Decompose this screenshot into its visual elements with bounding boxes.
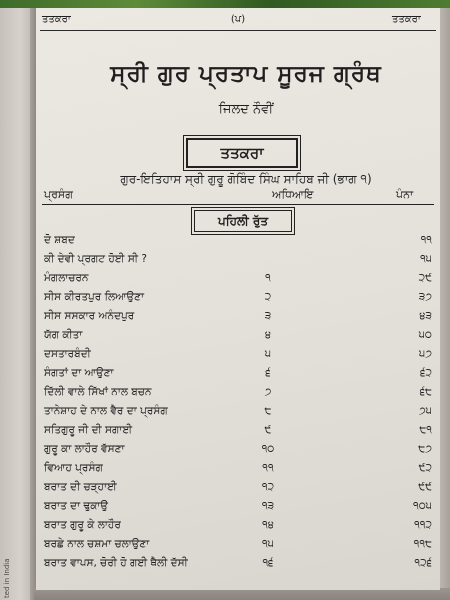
toc-row [36,291,440,309]
toc-chapter: ੫ [264,348,272,360]
toc-topic: ਕੀ ਦੇਵੀ ਪ੍ਰਗਟ ਹੋਈ ਸੀ ? [44,253,147,265]
toc-page: ੩੭ [418,291,432,303]
toc-topic: ਵਿਆਹ ਪ੍ਰਸੰਗ [44,462,103,474]
toc-chapter: ੧ [265,272,271,284]
toc-row [36,348,440,366]
toc-chapter: ੨ [264,291,272,303]
page-stack-edge [440,8,450,600]
toc-row [36,310,440,328]
toc-page: ੨੯ [418,272,432,284]
column-header-page: ਪੰਨਾ [396,188,414,201]
toc-chapter: ੧੬ [262,557,274,569]
toc-row [36,272,440,290]
section-subheading: ਗੁਰ-ਇਤਿਹਾਸ ਸ੍ਰੀ ਗੁਰੂ ਗੋਬਿੰਦ ਸਿੰਘ ਸਾਹਿਬ ਜੀ (ਭਾਗ ੧) [120,172,372,186]
volume-label: ਜਿਲਦ ਨੌਵੀਂ [218,102,274,117]
toc-topic: ਬਰਛੇ ਨਾਲ ਚਸ਼ਮਾ ਚਲਾਉਣਾ [44,538,150,550]
toc-page: ੫੭ [419,348,432,360]
toc-row [36,462,440,480]
toc-page: ੫੦ [418,329,432,341]
header-rule [40,30,436,31]
toc-topic: ਦਸਤਾਰਬੰਦੀ [44,348,91,360]
toc-topic: ਬਰਾਤ ਗੁਰੂ ਕੇ ਲਾਹੌਰ [44,519,121,531]
column-header-rule [42,204,434,205]
toc-page: ੭੫ [419,405,432,417]
toc-page: ੮੭ [418,443,432,455]
toc-row [36,329,440,347]
running-header-left: ਤਤਕਰਾ [42,14,71,25]
toc-topic: ਮੰਗਲਾਚਰਨ [44,272,89,284]
cover-print-text: ted in India [3,558,11,598]
toc-topic: ਤਾਨੇਸ਼ਾਹ ਦੇ ਨਾਲ ਵੈਰ ਦਾ ਪ੍ਰਸੰਗ [44,405,168,417]
toc-page: ੬੮ [419,386,432,398]
toc-page: ੧੨੬ [414,557,432,569]
toc-chapter: ੮ [264,405,272,417]
toc-row [36,405,440,423]
toc-chapter: ੧੪ [262,519,274,531]
toc-row [36,367,440,385]
toc-chapter: ੭ [264,386,272,398]
toc-page: ੪੩ [419,310,432,322]
toc-page: ੯੯ [418,481,432,493]
toc-chapter: ੬ [265,367,271,379]
part-heading-box: ਪਹਿਲੀ ਰੁੱਤ [194,210,292,232]
toc-page: ੮੧ [419,424,432,436]
running-header-right: ਤਤਕਰਾ [392,14,421,25]
toc-chapter: ੧੫ [262,538,274,550]
book-cover [0,8,34,600]
toc-topic: ਬਰਾਤ ਵਾਪਸ, ਚੋਰੀ ਹੋ ਗਈ ਥੈਲੀ ਦੱਸੀ [44,557,188,569]
toc-topic: ਯੱਗ ਕੀਤਾ [44,329,83,341]
toc-topic: ਸਤਿਗੁਰੂ ਜੀ ਦੀ ਸਗਾਈ [44,424,133,436]
toc-chapter: ੯ [264,424,272,436]
toc-chapter: ੪ [264,329,272,341]
toc-heading-box: ਤਤਕਰਾ [186,138,298,168]
toc-row [36,557,440,575]
page-number: (ਪ) [230,14,246,25]
toc-topic: ਸੰਗਤਾਂ ਦਾ ਆਉਣਾ [44,367,114,379]
toc-topic: ਦੋ ਸ਼ਬਦ [44,234,75,246]
toc-row [36,443,440,461]
toc-page: ੧੧੨ [414,519,432,531]
toc-row [36,253,440,271]
toc-page: ੧੧੮ [413,538,432,550]
toc-page: ੧੧ [420,234,432,246]
toc-row [36,234,440,252]
toc-page: ੯੨ [418,462,432,474]
toc-row [36,500,440,518]
toc-chapter: ੧੦ [261,443,275,455]
toc-row [36,386,440,404]
toc-topic: ਬਰਾਤ ਦੀ ਚੜ੍ਹਾਈ [44,481,117,493]
book-page [36,8,440,590]
toc-page: ੬੨ [420,367,432,379]
toc-chapter: ੩ [264,310,272,322]
toc-topic: ਗੁਰੂ ਕਾ ਲਾਹੌਰ ਵੱਸਣਾ [44,443,125,455]
book-title: ਸ੍ਰੀ ਗੁਰ ਪ੍ਰਤਾਪ ਸੂਰਜ ਗ੍ਰੰਥ [110,60,382,87]
column-header-topic: ਪ੍ਰਸੰਗ [44,188,73,201]
toc-topic: ਸੀਸ ਕੀਰਤਪੁਰ ਲਿਆਉਣਾ [44,291,144,303]
toc-row [36,519,440,537]
toc-page: ੧੫ [420,253,432,265]
toc-row [36,538,440,556]
toc-row [36,481,440,499]
toc-chapter: ੧੩ [261,500,275,512]
toc-topic: ਸੀਸ ਸਸਕਾਰ ਅਨੰਦਪੁਰ [44,310,135,322]
toc-chapter: ੧੨ [261,481,275,493]
toc-row [36,424,440,442]
toc-chapter: ੧੧ [262,462,274,474]
toc-topic: ਬਰਾਤ ਦਾ ਢੁਕਾਉ [44,500,109,512]
column-header-chapter: ਅਧਿਆਇ [272,188,314,201]
toc-page: ੧੦੫ [413,500,432,512]
toc-topic: ਦਿੱਲੀ ਵਾਲੇ ਸਿੱਖਾਂ ਨਾਲ ਬਚਨ [44,386,152,398]
